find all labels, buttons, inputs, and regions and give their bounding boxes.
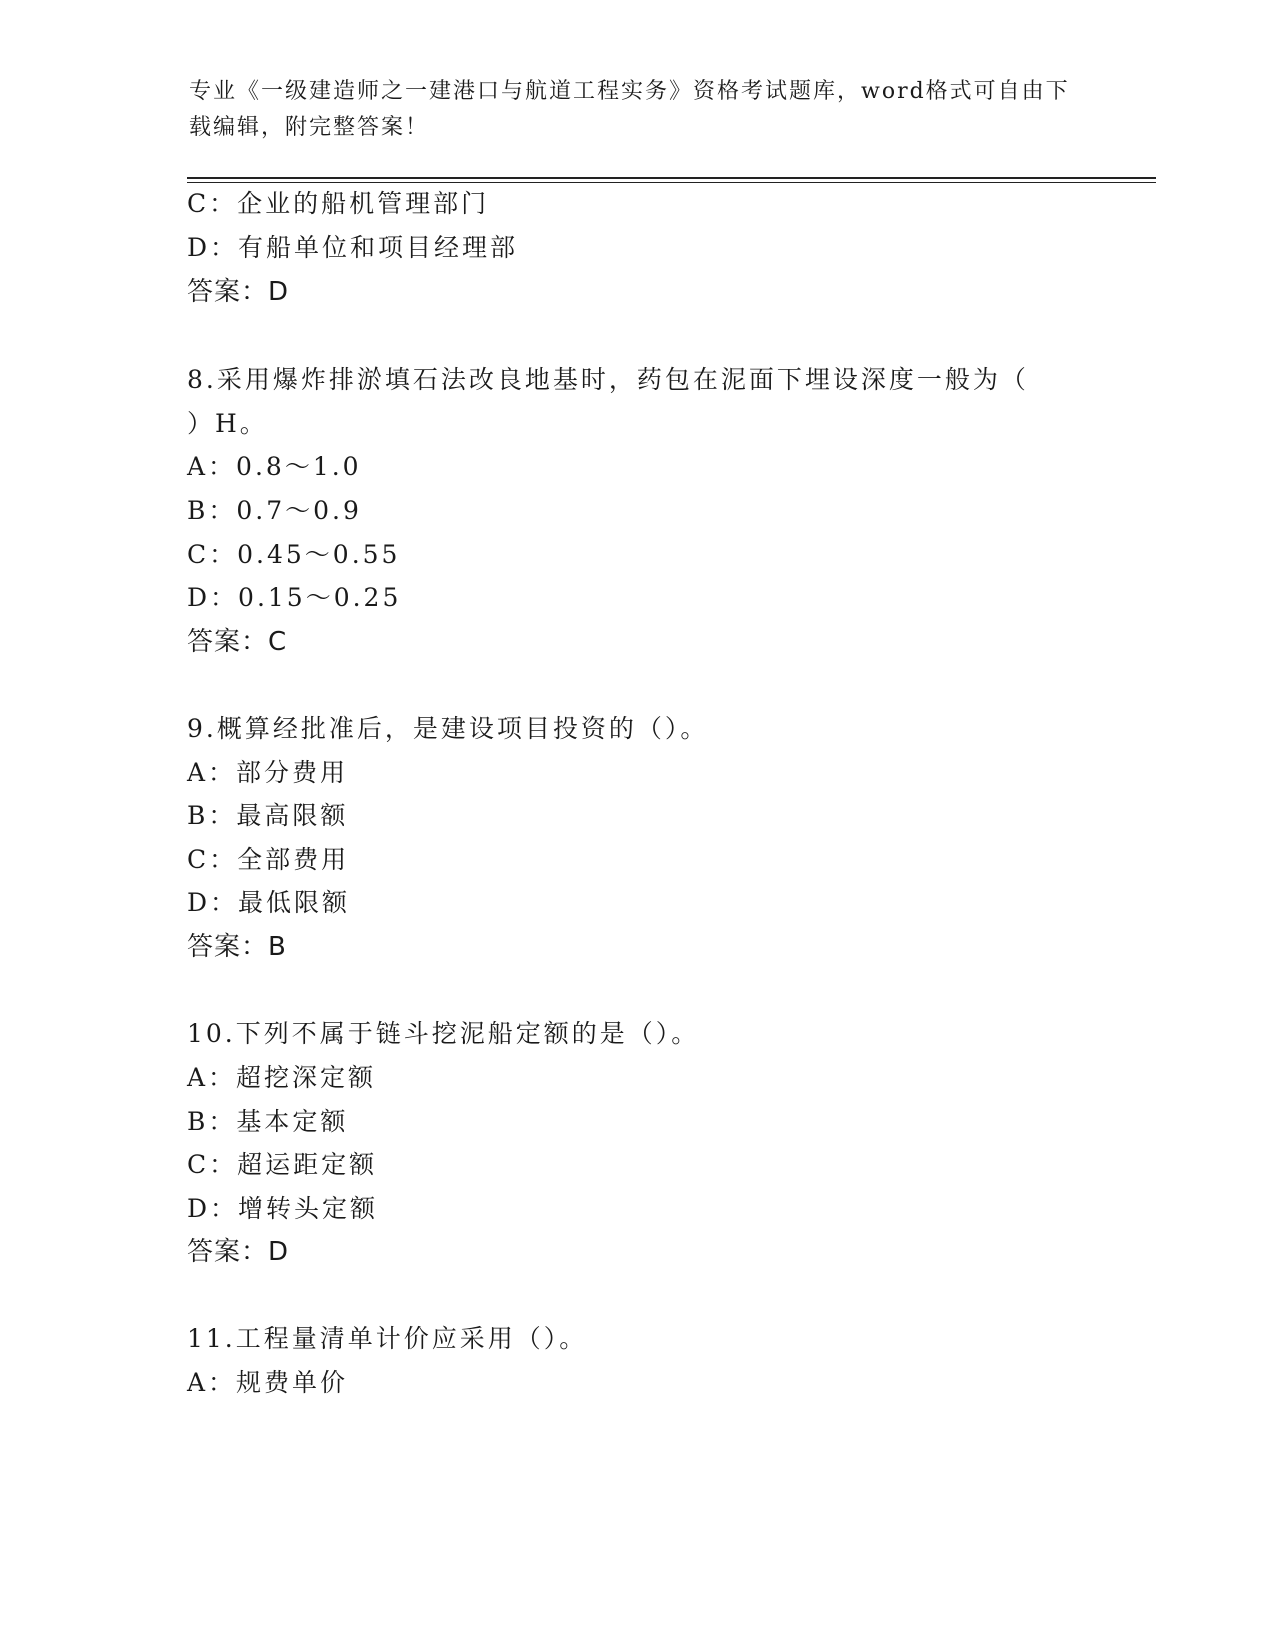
option-b: B：基本定额 xyxy=(187,1107,349,1136)
answer: 答案：D xyxy=(187,1237,290,1267)
option-d: D：最低限额 xyxy=(187,888,351,917)
option-c: C：全部费用 xyxy=(187,845,350,874)
header-rule-thin xyxy=(187,182,1156,183)
option-a: A：0.8～1.0 xyxy=(187,452,362,481)
header-rule-thick xyxy=(187,177,1156,179)
option-b: B：0.7～0.9 xyxy=(187,496,362,525)
option-c: C：企业的船机管理部门 xyxy=(187,189,490,218)
option-c: C：超运距定额 xyxy=(187,1150,378,1179)
question-8: 8.采用爆炸排淤填石法改良地基时，药包在泥面下埋设深度一般为（ xyxy=(187,365,1029,394)
option-d: D：有船单位和项目经理部 xyxy=(187,233,519,262)
question-8-cont: ）H。 xyxy=(187,409,268,438)
option-a: A：部分费用 xyxy=(187,758,349,787)
option-b: B：最高限额 xyxy=(187,801,349,830)
question-11: 11.工程量清单计价应采用（）。 xyxy=(187,1324,588,1353)
answer: 答案：B xyxy=(187,932,287,962)
question-10: 10.下列不属于链斗挖泥船定额的是（）。 xyxy=(187,1019,700,1048)
option-a: A：超挖深定额 xyxy=(187,1063,377,1092)
option-c: C：0.45～0.55 xyxy=(187,540,401,569)
question-9: 9.概算经批准后，是建设项目投资的（）。 xyxy=(187,714,709,743)
answer: 答案：C xyxy=(187,627,288,657)
option-d: D：增转头定额 xyxy=(187,1194,379,1223)
option-d: D：0.15～0.25 xyxy=(187,583,402,612)
answer: 答案：D xyxy=(187,277,290,307)
header-intro: 专业《一级建造师之一建港口与航道工程实务》资格考试题库，word格式可自由下载编辑，附完整答案！ xyxy=(189,79,1070,140)
option-a: A：规费单价 xyxy=(187,1368,349,1397)
